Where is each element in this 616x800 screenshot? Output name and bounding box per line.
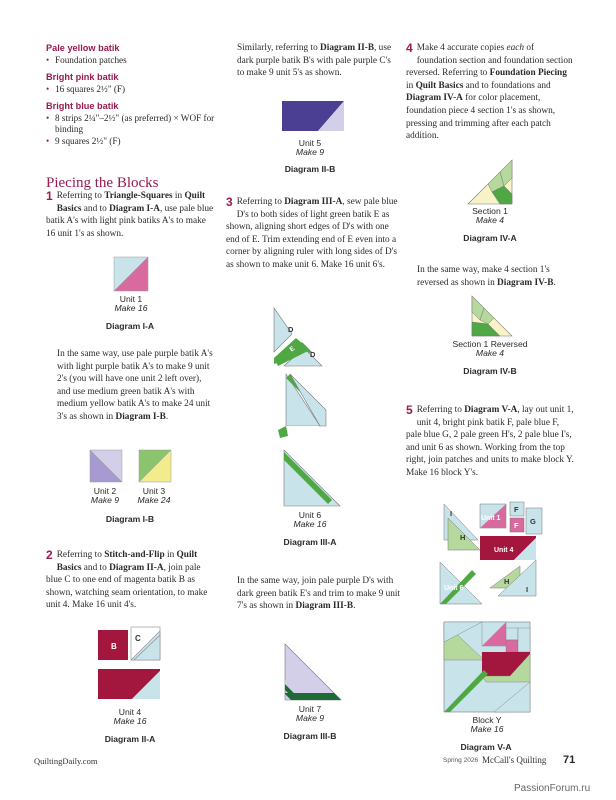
unit-2-swatch xyxy=(90,450,122,482)
material-title: Pale yellow batik xyxy=(46,43,120,53)
diagram-ii-a-art xyxy=(98,627,162,699)
patch-label-h: H xyxy=(504,577,510,586)
text: , sew pale blue D's to both sides of light green batik E as shown, aligning short edges of D's with one end of E. Trim extending end of E even into a corner by aligning ruler with long sides of D's as shown to make unit 6. Make 16 unit 6's. xyxy=(226,197,398,270)
section-1-caption xyxy=(458,207,522,225)
unit-label-4: Unit 4 xyxy=(494,547,514,554)
diagram-label: Diagram III-A xyxy=(283,537,337,547)
section-1-art xyxy=(464,158,514,206)
text: , use pale blue batik A's with light pink batiks A's to make 16 unit 1's as shown. xyxy=(46,203,214,239)
unit-label: Unit 4 xyxy=(118,707,142,717)
step-2-text xyxy=(46,549,216,612)
block-y-art xyxy=(444,622,530,712)
diagram-label: Diagram II-A xyxy=(104,734,156,744)
unit-4-caption xyxy=(98,708,162,726)
unit-label-1: Unit 1 xyxy=(481,515,501,522)
footer-season: Spring 2026 xyxy=(443,757,479,764)
step-number: 4 xyxy=(406,41,413,55)
step-3-text xyxy=(226,196,402,272)
unit-label: Unit 2 xyxy=(93,486,117,496)
unit-label: Unit 6 xyxy=(298,510,322,520)
step-number: 2 xyxy=(46,548,53,562)
text: Diagram II-A xyxy=(109,562,164,573)
text: Diagram III-B xyxy=(295,601,354,612)
middle-para-2 xyxy=(237,575,401,613)
text: Diagram I-A xyxy=(109,203,160,214)
unit-make: Make 16 xyxy=(293,519,327,529)
text: Diagram II-B xyxy=(320,43,375,53)
unit-6-caption xyxy=(282,511,338,529)
block-label: Block Y xyxy=(472,715,502,725)
footer-website: QuiltingDaily.com xyxy=(34,756,98,766)
diagram-v-a-exploded xyxy=(436,500,548,612)
diagram-label: Diagram V-A xyxy=(460,742,512,752)
unit-2-caption xyxy=(80,487,130,505)
text: Referring to xyxy=(56,191,105,201)
unit-make: Make 16 xyxy=(113,716,147,726)
watermark: PassionForum.ru xyxy=(514,783,591,794)
section-1-reversed-art xyxy=(470,294,516,338)
text: , lay out unit 1, unit 4, bright pink batik F, pale blue F, pale blue G, 2 pale green H's, 2 pale blue I's, and unit 6 as shown. Working from the top right, join patches and units to make block Y. Make 16 block Y's. xyxy=(406,405,574,478)
patch-label-g: G xyxy=(530,517,536,526)
step-number: 1 xyxy=(46,189,53,203)
material-item: • Foundation patches xyxy=(46,55,216,67)
text: Diagram III-A xyxy=(284,197,343,207)
unit-label: Unit 7 xyxy=(298,704,322,714)
text: , join pale blue C to one end of magenta batik B as shown, watching seam orientation, to make unit 4. Make 16 unit 4's. xyxy=(46,562,208,611)
diagram-label: Diagram I-B xyxy=(105,514,155,524)
text: Referring to xyxy=(236,197,285,207)
step-5-text xyxy=(406,404,576,480)
materials-list xyxy=(46,43,216,148)
text: for color placement, foundation piece 4 section 1's as shown, pressing and trimming after each patch addition. xyxy=(406,93,556,142)
unit-3-caption xyxy=(128,487,180,505)
step-number: 3 xyxy=(226,195,233,209)
patch-label-d: D xyxy=(310,350,316,359)
text: Triangle-Squares xyxy=(104,191,173,201)
text: Quilt Basics xyxy=(56,191,206,214)
material-item: • 9 squares 2½" (F) xyxy=(46,136,216,148)
diagram-label: Diagram IV-B xyxy=(463,366,517,376)
text: Quilt Basics xyxy=(56,550,198,573)
unit-7-art xyxy=(283,644,341,700)
text: Quilt Basics xyxy=(415,80,464,91)
block-make: Make 16 xyxy=(470,724,504,734)
unit-label: Unit 1 xyxy=(119,294,143,304)
patch-label-e: E xyxy=(288,345,297,354)
text: Make 4 accurate copies xyxy=(416,43,507,53)
unit-make: Make 9 xyxy=(295,147,325,157)
section-label: Section 1 xyxy=(472,206,508,216)
patch-label-i: I xyxy=(450,509,453,518)
text: In the same way, make 4 section 1's reversed as shown in xyxy=(417,265,550,288)
diagram-iii-a-art xyxy=(270,302,354,508)
material-title: Bright pink batik xyxy=(46,71,119,82)
text: Foundation Piecing xyxy=(489,68,567,79)
material-item: • 8 strips 2¼"–2½" (as preferred) × WOF for binding xyxy=(46,113,216,137)
text: Stitch-and-Flip xyxy=(104,550,165,560)
unit-make: Make 9 xyxy=(295,713,325,723)
unit-make: Make 9 xyxy=(90,495,120,505)
page-number: 71 xyxy=(563,754,576,766)
patch-label-f: F xyxy=(514,505,519,514)
section-make: Make 4 xyxy=(475,215,505,225)
text: Similarly, referring to xyxy=(237,43,321,53)
text: in xyxy=(164,550,177,560)
unit-7-caption xyxy=(282,705,338,723)
text: , use dark purple batik B's with pale purple C's to make 9 unit 5's as shown. xyxy=(237,43,392,79)
text: and to xyxy=(81,562,110,573)
unit-3-swatch xyxy=(139,450,171,482)
text: Diagram IV-B xyxy=(497,277,554,288)
block-y-caption xyxy=(452,716,522,734)
unit-label: Unit 3 xyxy=(142,486,166,496)
material-item: • 16 squares 2½" (F) xyxy=(46,84,216,96)
text: Diagram I-B xyxy=(115,411,166,422)
text: of foundation section and foundation section reversed. Referring to xyxy=(406,43,573,79)
text: In the same way, use pale purple batik A's with light purple batik A's to make 9 unit 2's (you will have one unit 2 left over), and use medium green batik A's with medium yellow batik A's to make 24 unit 3's as shown in xyxy=(57,349,213,422)
material-title: Bright blue batik xyxy=(46,100,119,111)
text: . xyxy=(353,601,356,612)
step-4-para2 xyxy=(417,264,579,289)
text: each xyxy=(506,43,525,53)
unit-make: Make 24 xyxy=(137,495,171,505)
section-label: Section 1 Reversed xyxy=(452,339,528,349)
text: and to xyxy=(81,203,110,214)
diagram-label: Diagram III-B xyxy=(283,731,337,741)
text: . xyxy=(553,277,556,288)
unit-5-art xyxy=(282,101,344,131)
unit-5-caption xyxy=(282,139,338,157)
unit-label-6: Unit 6 xyxy=(444,585,464,592)
patch-label-d: D xyxy=(288,325,294,334)
unit-1-caption xyxy=(100,295,162,313)
patch-label-i: I xyxy=(526,585,529,594)
step-1-para2 xyxy=(57,348,215,424)
patch-label-c: C xyxy=(135,634,141,643)
unit-label: Unit 5 xyxy=(298,138,322,148)
diagram-label: Diagram IV-A xyxy=(463,233,517,243)
text: in xyxy=(172,191,185,201)
text: Referring to xyxy=(416,405,465,415)
step-1-text xyxy=(46,190,214,240)
section-make: Make 4 xyxy=(475,348,505,358)
text: Diagram V-A xyxy=(464,405,518,415)
patch-label-b: B xyxy=(111,642,117,651)
text: In the same way, join pale purple D's with dark green batik E's and trim to make 9 unit 7's as shown in xyxy=(237,576,401,612)
text: Referring to xyxy=(56,550,105,560)
unit-make: Make 16 xyxy=(114,303,148,313)
middle-para-1 xyxy=(237,42,399,80)
patch-label-h: H xyxy=(460,533,466,542)
diagram-label: Diagram II-B xyxy=(284,164,336,174)
step-number: 5 xyxy=(406,403,413,417)
footer-magazine: McCall's Quilting xyxy=(482,755,547,765)
text: . xyxy=(165,411,169,422)
text: and to foundations and xyxy=(463,80,551,91)
text: in xyxy=(406,80,416,91)
text: Diagram IV-A xyxy=(406,93,463,104)
step-4-text xyxy=(406,42,574,143)
section-1-reversed-caption xyxy=(440,340,540,358)
diagram-label: Diagram I-A xyxy=(105,321,155,331)
section-heading: Piecing the Blocks xyxy=(46,175,159,191)
unit-1-swatch xyxy=(114,257,148,291)
patch-label-f: F xyxy=(514,521,519,530)
